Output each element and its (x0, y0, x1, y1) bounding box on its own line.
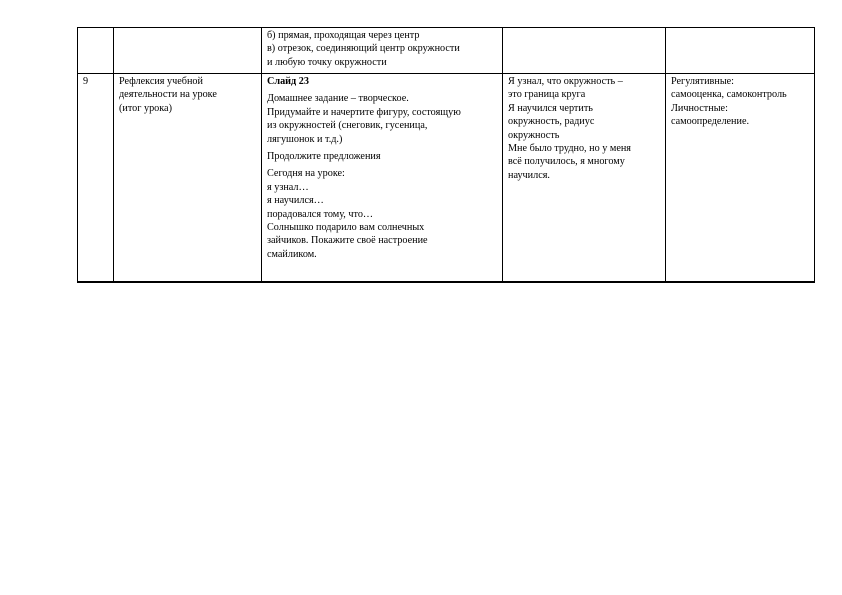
result-line: всё получилось, я многому (508, 156, 625, 168)
cell-teacher-activity (262, 28, 503, 74)
result-line: научился. (508, 169, 550, 181)
activity-line: в) отрезок, соединяющий центр окружности (267, 43, 460, 55)
task-line: лягушонок и т.д.) (267, 133, 343, 145)
sun-line: Солнышко подарило вам солнечных (267, 222, 425, 234)
cell-teacher-activity (262, 74, 503, 283)
cell-uud-empty (666, 28, 815, 74)
stage-line: деятельности на уроке (119, 89, 217, 101)
stage-line: (итог урока) (119, 102, 172, 114)
today-title: Сегодня на уроке: (267, 168, 345, 180)
result-line: Я узнал, что окружность – (508, 76, 623, 87)
cell-uud (666, 74, 815, 283)
sun-line: смайликом. (267, 248, 317, 260)
table-row-9 (78, 74, 815, 283)
task-line: Придумайте и начертите фигуру, состоящую (267, 106, 461, 118)
result-line: Мне было трудно, но у меня (508, 143, 631, 155)
uud-line: Личностные: (671, 102, 728, 114)
uud-line: Регулятивные: (671, 76, 735, 87)
continue-prompt: Продолжите предложения (267, 151, 381, 163)
stage-line: Рефлексия учебной (119, 76, 203, 87)
sun-line: зайчиков. Покажите своё настроение (267, 235, 428, 247)
sentence-line: я узнал… (267, 181, 309, 193)
cell-row-number (78, 74, 114, 283)
sentence-line: я научился… (267, 195, 324, 207)
cell-student-results (503, 74, 666, 283)
result-line: это граница круга (508, 89, 586, 101)
cell-results-empty (503, 28, 666, 74)
result-line: Я научился чертить (508, 102, 593, 114)
table-row-continued (78, 28, 815, 74)
row-number: 9 (83, 76, 89, 87)
lesson-plan-table (77, 27, 815, 283)
cell-number-empty (78, 28, 114, 74)
cell-stage-empty (114, 28, 262, 74)
result-line: окружность, радиус (508, 116, 595, 128)
task-line: из окружностей (снеговик, гусеница, (267, 120, 428, 132)
activity-line: и любую точку окружности (267, 56, 387, 68)
uud-line: самоопределение. (671, 116, 750, 128)
sentence-line: порадовался тому, что… (267, 208, 374, 220)
homework-line: Домашнее задание – творческое. (267, 93, 409, 105)
activity-line: б) прямая, проходящая через центр (267, 30, 420, 41)
uud-line: самооценка, самоконтроль (671, 89, 787, 101)
slide-title: Слайд 23 (267, 76, 309, 87)
result-line: окружность (508, 129, 560, 141)
cell-stage (114, 74, 262, 283)
